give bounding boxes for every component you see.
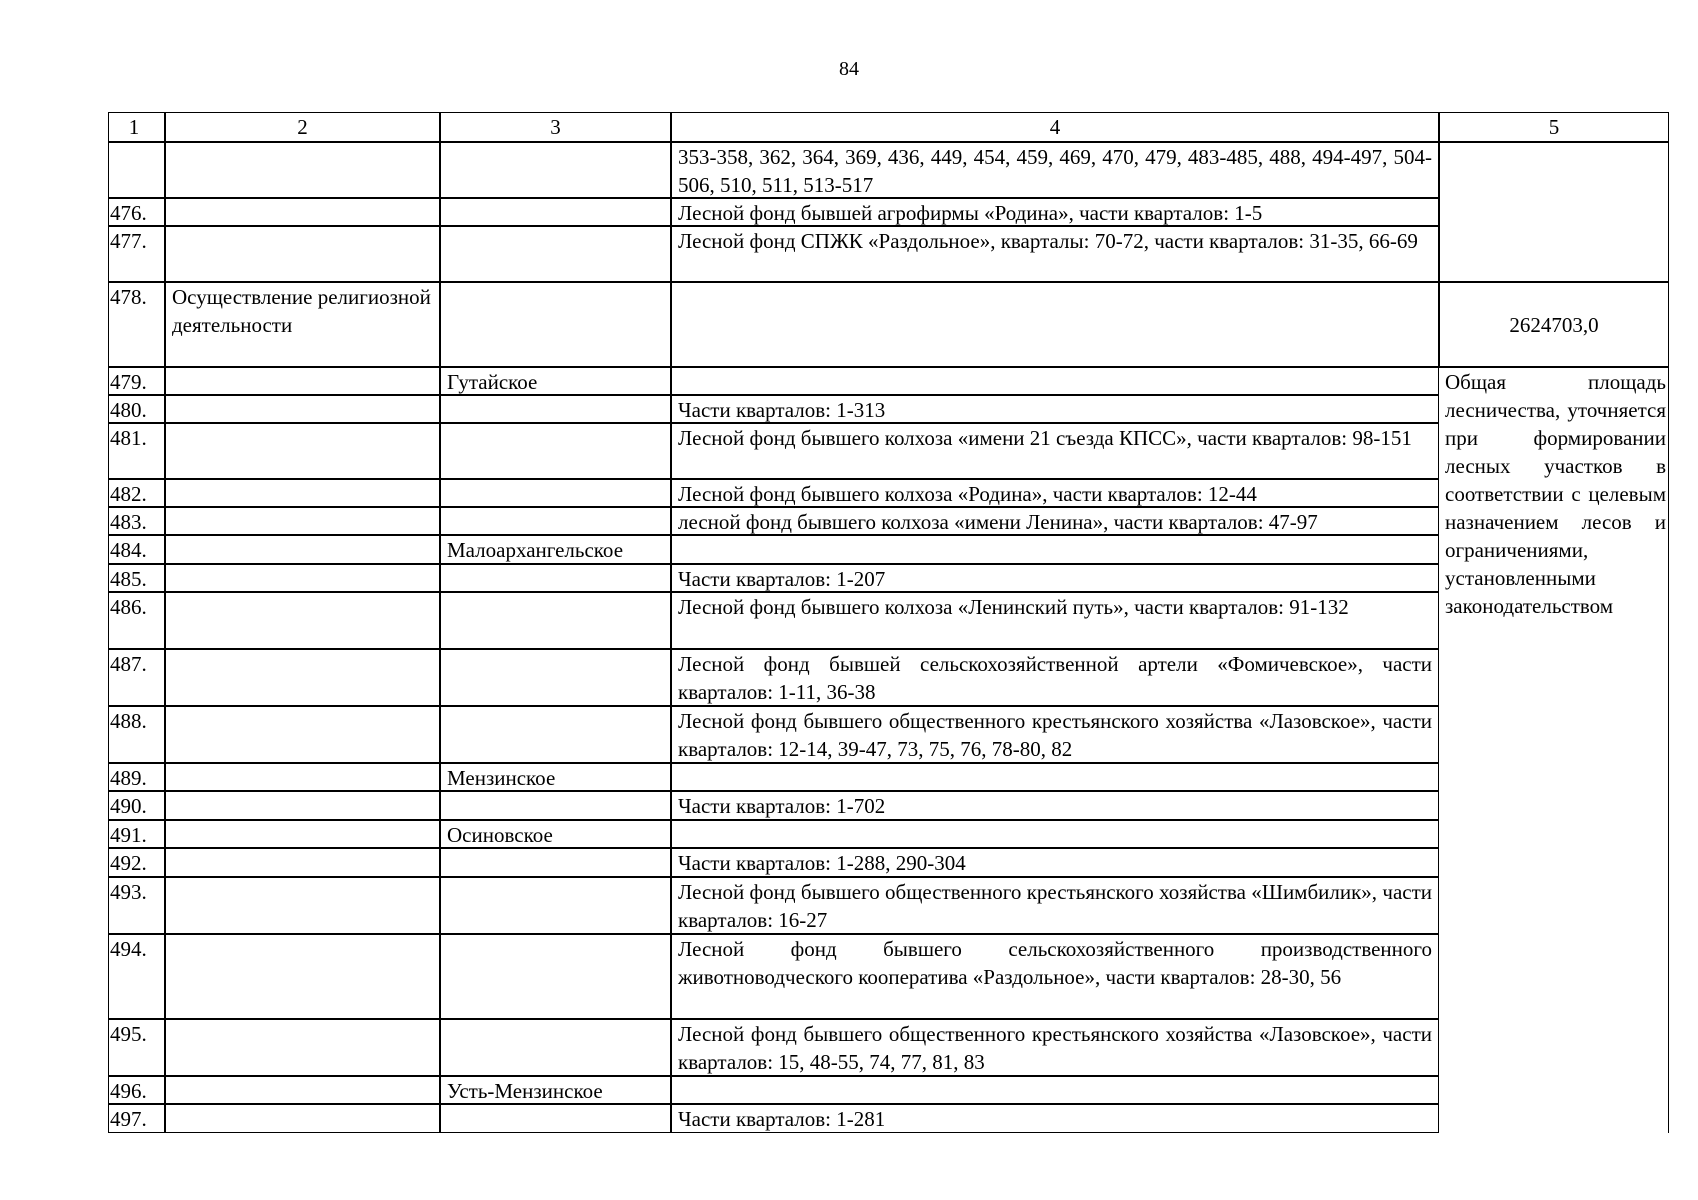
forestry-cell: Осиновское <box>440 820 671 848</box>
row-number: 478. <box>108 282 165 367</box>
description-cell: Лесной фонд бывшего колхоза «имени 21 съезда КПСС», части кварталов: 98-151 <box>671 423 1439 479</box>
description-cell <box>671 763 1439 791</box>
purpose-cell <box>165 877 440 934</box>
header-cell: 3 <box>440 112 671 142</box>
row-number: 477. <box>108 226 165 282</box>
forestry-cell <box>440 282 671 367</box>
header-cell: 2 <box>165 112 440 142</box>
row-number: 494. <box>108 934 165 1019</box>
row-number <box>108 142 165 198</box>
purpose-cell <box>165 226 440 282</box>
description-cell: Части кварталов: 1-702 <box>671 791 1439 820</box>
area-cell-empty <box>1439 142 1669 282</box>
description-cell <box>671 282 1439 367</box>
forestry-cell <box>440 423 671 479</box>
purpose-cell <box>165 367 440 395</box>
row-number: 485. <box>108 564 165 592</box>
row-number: 492. <box>108 848 165 877</box>
purpose-cell <box>165 592 440 649</box>
forestry-cell <box>440 592 671 649</box>
header-cell: 1 <box>108 112 165 142</box>
forestry-cell <box>440 564 671 592</box>
description-cell <box>671 820 1439 848</box>
row-number: 486. <box>108 592 165 649</box>
row-number: 497. <box>108 1104 165 1133</box>
description-cell: Лесной фонд бывшего общественного крестьянского хозяйства «Лазовское», части кварталов: 12-14, 39-47, 73, 75, 76, 78-80, 82 <box>671 706 1439 763</box>
description-cell: Лесной фонд СПЖК «Раздольное», кварталы: 70-72, части кварталов: 31-35, 66-69 <box>671 226 1439 282</box>
purpose-cell <box>165 706 440 763</box>
area-total: 2624703,0 <box>1439 282 1669 367</box>
purpose-cell <box>165 934 440 1019</box>
row-number: 495. <box>108 1019 165 1076</box>
purpose-cell <box>165 763 440 791</box>
row-number: 489. <box>108 763 165 791</box>
forestry-cell: Мензинское <box>440 763 671 791</box>
row-number: 479. <box>108 367 165 395</box>
page-number: 84 <box>839 58 859 80</box>
description-cell: 353-358, 362, 364, 369, 436, 449, 454, 459, 469, 470, 479, 483-485, 488, 494-497, 504-506, 510, 511, 513-517 <box>671 142 1439 198</box>
row-number: 491. <box>108 820 165 848</box>
forestry-cell <box>440 1104 671 1133</box>
forestry-cell <box>440 934 671 1019</box>
header-cell: 4 <box>671 112 1439 142</box>
forestry-cell <box>440 142 671 198</box>
forestry-cell <box>440 479 671 507</box>
description-cell: Части кварталов: 1-313 <box>671 395 1439 423</box>
forestry-cell <box>440 226 671 282</box>
purpose-cell <box>165 820 440 848</box>
purpose-cell <box>165 848 440 877</box>
row-number: 483. <box>108 507 165 535</box>
row-number: 490. <box>108 791 165 820</box>
description-cell <box>671 535 1439 564</box>
header-cell: 5 <box>1439 112 1669 142</box>
description-cell: Лесной фонд бывшего общественного крестьянского хозяйства «Лазовское», части кварталов: 15, 48-55, 74, 77, 81, 83 <box>671 1019 1439 1076</box>
forestry-cell: Гутайское <box>440 367 671 395</box>
description-cell: Части кварталов: 1-288, 290-304 <box>671 848 1439 877</box>
forestry-cell: Усть-Мензинское <box>440 1076 671 1104</box>
forestry-cell <box>440 791 671 820</box>
purpose-cell <box>165 395 440 423</box>
forestry-cell <box>440 706 671 763</box>
row-number: 488. <box>108 706 165 763</box>
row-number: 493. <box>108 877 165 934</box>
forestry-cell <box>440 877 671 934</box>
description-cell: Лесной фонд бывшей сельскохозяйственной артели «Фомичевское», части кварталов: 1-11, 36-38 <box>671 649 1439 706</box>
forestry-cell <box>440 649 671 706</box>
purpose-cell <box>165 791 440 820</box>
row-number: 487. <box>108 649 165 706</box>
row-number: 496. <box>108 1076 165 1104</box>
description-cell: Части кварталов: 1-207 <box>671 564 1439 592</box>
description-cell: Лесной фонд бывшей агрофирмы «Родина», части кварталов: 1-5 <box>671 198 1439 226</box>
description-cell: Лесной фонд бывшего колхоза «Родина», части кварталов: 12-44 <box>671 479 1439 507</box>
purpose-cell <box>165 479 440 507</box>
row-number: 480. <box>108 395 165 423</box>
forestry-cell: Малоархангельское <box>440 535 671 564</box>
description-cell <box>671 367 1439 395</box>
purpose-cell <box>165 535 440 564</box>
description-cell: Части кварталов: 1-281 <box>671 1104 1439 1133</box>
forestry-cell <box>440 507 671 535</box>
forestry-cell <box>440 1019 671 1076</box>
purpose-cell <box>165 507 440 535</box>
description-cell: Лесной фонд бывшего колхоза «Ленинский путь», части кварталов: 91-132 <box>671 592 1439 649</box>
forestry-cell <box>440 848 671 877</box>
forestry-table <box>108 112 1666 1131</box>
row-number: 476. <box>108 198 165 226</box>
row-number: 482. <box>108 479 165 507</box>
row-number: 481. <box>108 423 165 479</box>
forestry-cell <box>440 198 671 226</box>
purpose-cell: Осуществление религиозной деятельности <box>165 282 440 367</box>
purpose-cell <box>165 142 440 198</box>
purpose-cell <box>165 1076 440 1104</box>
area-note: Общая площадь лесничества, уточняется при формировании лесных участков в соответствии с целевым назначением лесов и ограничениями, установленными законодательством <box>1439 367 1669 1133</box>
description-cell <box>671 1076 1439 1104</box>
description-cell: лесной фонд бывшего колхоза «имени Ленина», части кварталов: 47-97 <box>671 507 1439 535</box>
purpose-cell <box>165 649 440 706</box>
forestry-cell <box>440 395 671 423</box>
purpose-cell <box>165 564 440 592</box>
row-number: 484. <box>108 535 165 564</box>
description-cell: Лесной фонд бывшего сельскохозяйственного производственного животноводческого кооператива «Раздольное», части кварталов: 28-30, 56 <box>671 934 1439 1019</box>
purpose-cell <box>165 1104 440 1133</box>
purpose-cell <box>165 1019 440 1076</box>
description-cell: Лесной фонд бывшего общественного крестьянского хозяйства «Шимбилик», части кварталов: 16-27 <box>671 877 1439 934</box>
purpose-cell <box>165 198 440 226</box>
purpose-cell <box>165 423 440 479</box>
